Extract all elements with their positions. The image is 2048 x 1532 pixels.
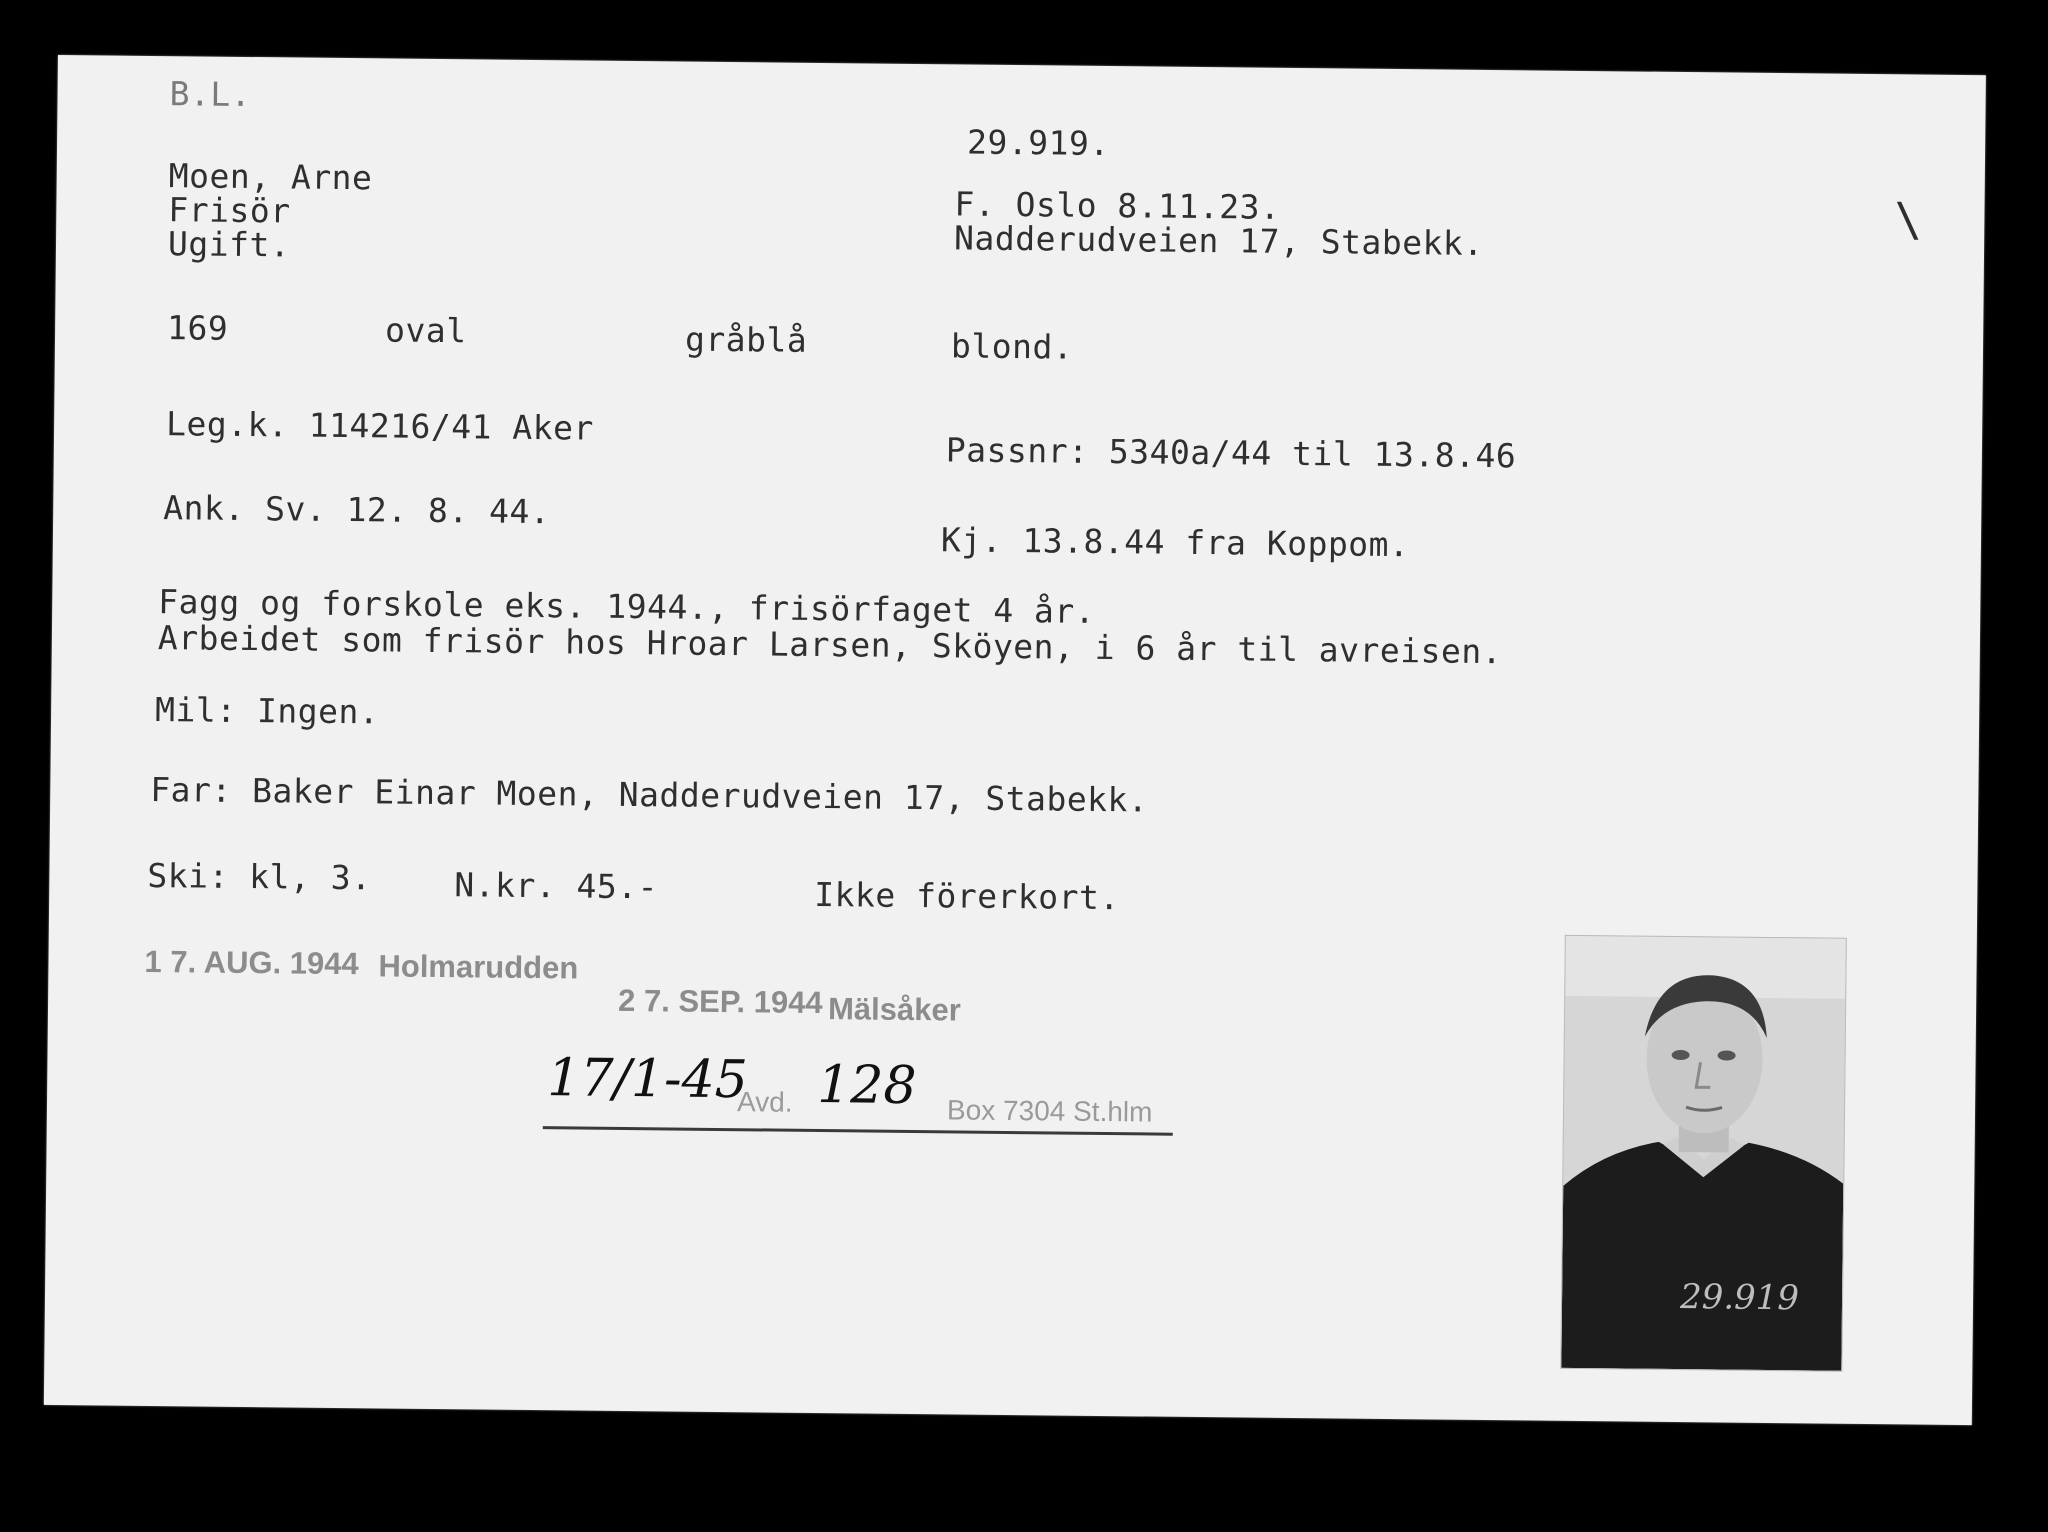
ski: Ski: kl, 3. <box>147 855 372 898</box>
registration-card <box>44 55 1986 1425</box>
nkr: N.kr. 45.- <box>454 865 659 907</box>
hair-color: blond. <box>950 326 1074 367</box>
eye-color: gråblå <box>684 319 808 360</box>
height: 169 <box>166 308 229 348</box>
header-code: B.L. <box>169 74 252 115</box>
portrait-photo <box>1560 935 1847 1372</box>
education: Fagg og forskole eks. 1944., frisörfaget 4 år. <box>158 582 1096 631</box>
arrival-date: Ank. Sv. 12. 8. 44. <box>163 488 551 532</box>
kj-date: Kj. 13.8.44 fra Koppom. <box>940 520 1410 565</box>
leg-k: Leg.k. 114216/41 Aker <box>165 404 595 448</box>
tick-mark: \ <box>1894 192 1923 247</box>
stamp-date-2: 2 7. SEP. 1944 <box>617 982 823 1021</box>
passport: Passnr: 5340a/44 til 13.8.46 <box>945 430 1517 476</box>
birth-info: F. Oslo 8.11.23. <box>954 184 1281 227</box>
marital-status: Ugift. <box>167 224 291 265</box>
occupation: Frisör <box>168 190 291 231</box>
father: Far: Baker Einar Moen, Nadderudveien 17, Stabekk. <box>150 770 1149 820</box>
stamp-date-1: 1 7. AUG. 1944 <box>144 943 359 982</box>
face-shape: oval <box>384 310 467 351</box>
licence: Ikke förerkort. <box>814 874 1120 918</box>
file-number: 29.919. <box>966 122 1110 164</box>
photo-number: 29.919 <box>1679 1277 1800 1319</box>
military: Mil: Ingen. <box>154 690 380 732</box>
avd-number: 128 <box>816 1055 917 1117</box>
address: Nadderudveien 17, Stabekk. <box>953 218 1484 263</box>
avd-label: Avd. <box>736 1086 793 1118</box>
work-history: Arbeidet som frisör hos Hroar Larsen, Sköyen, i 6 år til avreisen. <box>157 618 1503 672</box>
box-address: Box 7304 St.hlm <box>946 1094 1153 1128</box>
person-name: Moen, Arne <box>168 156 373 198</box>
stamp-place-1: Holmarudden <box>378 948 579 986</box>
handwritten-date: 17/1-45 <box>546 1048 749 1111</box>
stamp-place-2: Mälsåker <box>827 991 961 1028</box>
